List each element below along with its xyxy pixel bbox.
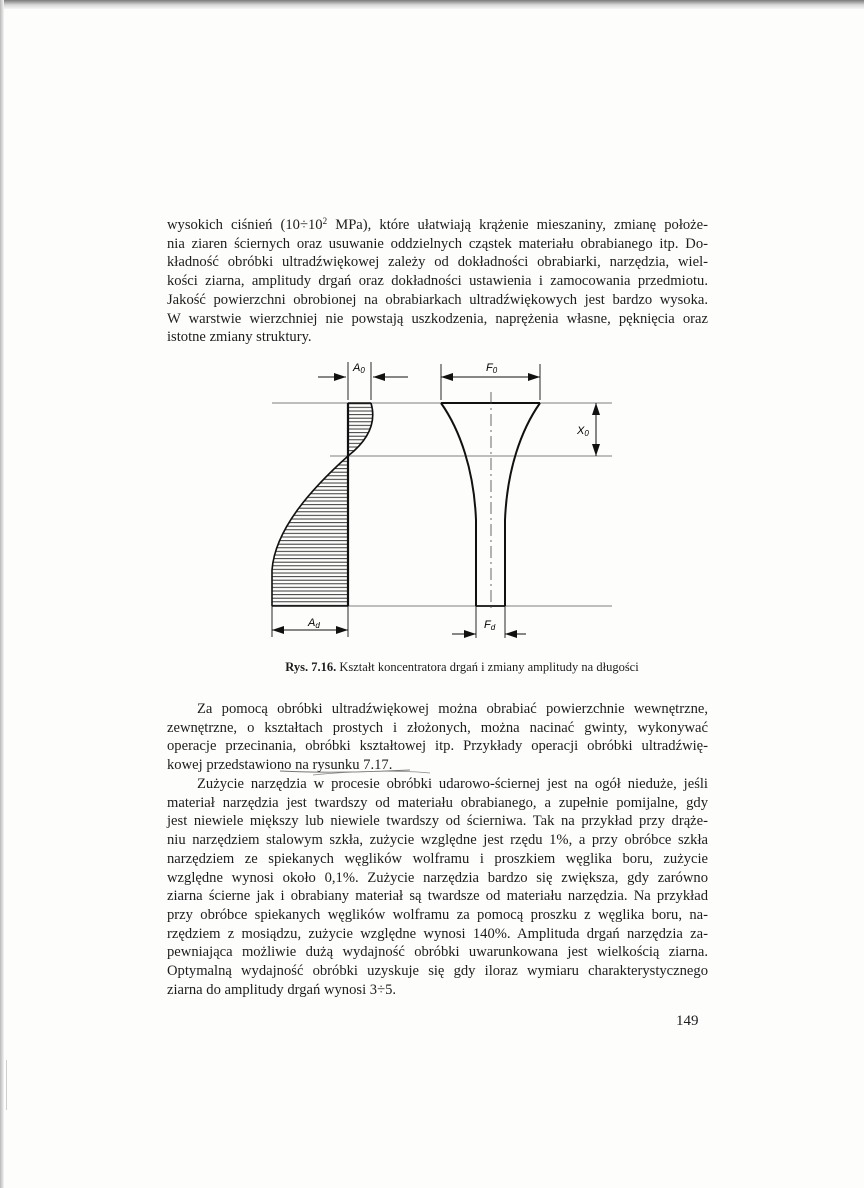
text-line: W warstwie wierzchniej nie powstają uszkodzenia, naprężenia własne, pęknięcia oraz — [167, 310, 708, 327]
caption-text: Kształt koncentratora drgań i zmiany amplitudy na długości — [336, 660, 639, 674]
text-line: narzędziem ze spiekanych węglików wolframu i proszkiem węglika boru, zużycie — [167, 850, 708, 867]
text-line: Zużycie narzędzia w procesie obróbki udarowo-ściernej jest na ogół nieduże, jeśli — [197, 776, 708, 792]
text-line: rzędziem z mosiądzu, zużycie względne wynosi 140%. Amplituda drgań narzędzia za- — [167, 925, 708, 942]
text-line: ziarna ścierne jak i obrabiany materiał są twardsze od materiału narzędzia. Na przykład — [167, 888, 708, 905]
text-line: zewnętrzne, o kształtach prostych i złożonych, można nacinać gwinty, wykonywać — [167, 719, 708, 736]
text-line: kowej przedstawiono na rysunku 7.17. — [167, 757, 393, 774]
label-fd: Fd — [484, 619, 496, 632]
text-line: niu narzędziem stalowym szkła, zużycie względne jest rzędu 1%, a przy obróbce szkła — [167, 832, 708, 849]
amplitude-diagram — [260, 400, 380, 610]
text-line: materiał narzędzia jest twardszy od materiału obrabianego, a zupełnie pomijalne, gdy — [167, 794, 708, 811]
caption-number: Rys. 7.16. — [285, 660, 337, 674]
text-line: Optymalną wydajność obróbki uzyskuje się gdy iloraz wymiaru charakterystycznego — [167, 963, 708, 980]
paragraph-applications — [167, 700, 708, 775]
text-line: wysokich ciśnień ($10\div 10^2$ MPa), które ułatwiają krążenie mieszaniny, zmianę położe- — [167, 216, 708, 233]
dimension-x0 — [592, 403, 600, 456]
text-line: względne wynosi około 0,1%. Zużycie narzędzia bardzo się zwiększa, gdy zarówno — [167, 869, 708, 886]
label-x0: X0 — [577, 425, 589, 438]
text-line: ziarna do amplitudy drgań wynosi 3÷5. — [167, 981, 397, 998]
text-line: jest niewiele miększy lub niewiele twardszy od ścierniwa. Tak na przykład przy drąże- — [167, 813, 708, 830]
text-line: pewniająca możliwie dużą wydajność obróbki uwarunkowana jest wielkością ziarna. — [167, 944, 708, 961]
paragraph-tool-wear — [167, 775, 708, 999]
text-line: kości ziarna, amplitudy drgań oraz dokładności ustawienia i zamocowania przedmiotu. — [167, 273, 708, 290]
text-line: istotne zmiany struktury. — [167, 329, 312, 346]
label-ad: Ad — [308, 617, 320, 630]
label-a0: A0 — [353, 362, 365, 375]
text-line: kładność obróbki ultradźwiękowej zależy od dokładności obrabiarki, narzędzia, wiel- — [167, 254, 708, 271]
figure-caption — [0, 660, 864, 675]
concentrator-horn — [441, 392, 540, 612]
text-line: Jakość powierzchni obrobionej na obrabiarkach ultradźwiękowych jest bardzo wysoka. — [167, 291, 708, 308]
label-f0: F0 — [486, 362, 498, 375]
text-line: przy obróbce spiekanych węglików wolframu za pomocą proszku z węglika boru, na- — [167, 906, 708, 923]
page-number: 149 — [676, 1013, 699, 1029]
text-line: nia ziaren ściernych oraz usuwanie oddzielnych cząstek materiału obrabianego itp. Do- — [167, 235, 708, 252]
text-line: Za pomocą obróbki ultradźwiękowej można obrabiać powierzchnie wewnętrzne, — [197, 701, 708, 717]
text-line: operacje przecinania, obróbki kształtowej itp. Przykłady operacji obróbki ultradźwię- — [167, 738, 708, 755]
